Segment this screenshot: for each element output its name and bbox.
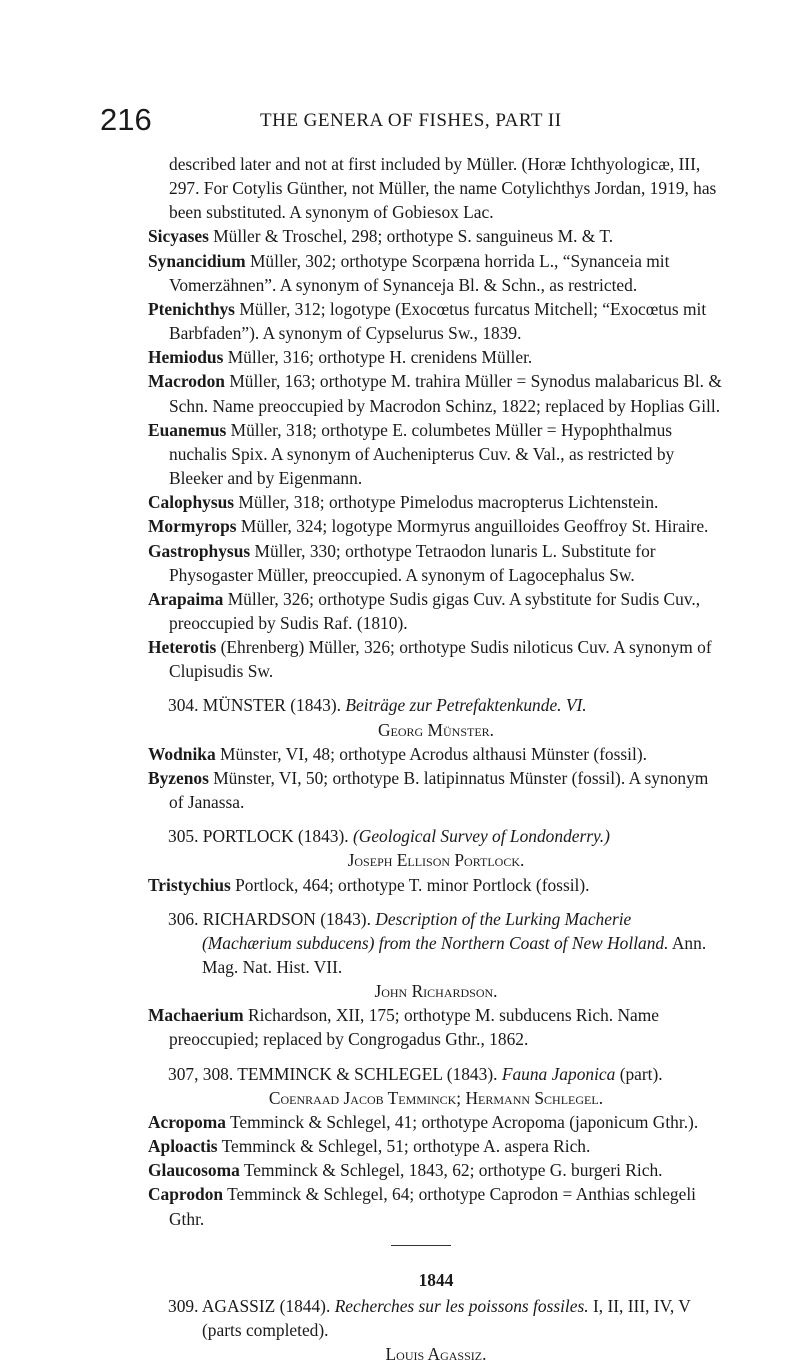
section-person: John Richardson. <box>374 981 498 1002</box>
section-author: TEMMINCK & SCHLEGEL (1843). <box>237 1063 498 1084</box>
genus-entry <box>148 1182 724 1230</box>
entry-text: Müller, 318; orthotype Pimelodus macropterus Lichtenstein. <box>234 492 659 513</box>
running-head: THE GENERA OF FISHES, PART II <box>260 110 562 131</box>
section-person: Coenraad Jacob Temminck; Hermann Schlegel. <box>268 1087 604 1108</box>
section-number: 306. <box>168 908 199 929</box>
section-divider <box>391 1245 451 1246</box>
page-body <box>148 152 724 1366</box>
entry-text: Müller, 316; orthotype H. crenidens Müller. <box>223 347 533 368</box>
genus-entry <box>148 1158 724 1182</box>
entry-text: Temminck & Schlegel, 1843, 62; orthotype G. burgeri Rich. <box>239 1160 663 1181</box>
entry-text: Müller, 302; orthotype Scorpæna horrida L., “Synanceia mit Vomerzähnen”. A synonym of Synanceja Bl. & Schn., as restricted. <box>169 250 670 295</box>
section-title-tail: Ann. Mag. Nat. Hist. VII. <box>202 932 707 977</box>
genus-name: Wodnika <box>148 743 216 764</box>
genus-name: Gastrophysus <box>148 540 251 561</box>
continuation-paragraph: described later and not at first included by Müller. (Horæ Ichthyologicæ, III, 297. For Cotylis Günther, not Müller, the name Cotylichthys Jordan, 1919, has been substituted. A synonym of Gobiesox Lac. <box>169 154 717 223</box>
genus-entry <box>148 369 724 417</box>
genus-entry <box>148 766 724 814</box>
genus-name: Glaucosoma <box>148 1160 240 1181</box>
genus-name: Hemiodus <box>148 347 224 368</box>
genus-entry <box>148 539 724 587</box>
entry-text: Müller, 318; orthotype E. columbetes Müller = Hypophthalmus nuchalis Spix. A synonym of Auchenipterus Cuv. & Val., as restricted by Bleeker and by Eigenmann. <box>169 419 675 489</box>
genus-name: Calophysus <box>148 492 235 513</box>
entry-text: Temminck & Schlegel, 64; orthotype Caprodon = Anthias schlegeli Gthr. <box>169 1184 696 1229</box>
page-number: 216 <box>100 102 152 137</box>
section-title: Recherches sur les poissons fossiles. <box>334 1295 589 1316</box>
entry-text: Temminck & Schlegel, 51; orthotype A. aspera Rich. <box>217 1136 591 1157</box>
entry-text: Müller & Troschel, 298; orthotype S. sanguineus M. & T. <box>208 226 614 247</box>
entry-text: Münster, VI, 50; orthotype B. latipinnatus Münster (fossil). A synonym of Janassa. <box>169 767 709 813</box>
section-heading <box>148 1294 724 1342</box>
genus-entry <box>148 1134 724 1158</box>
section-305 <box>148 824 724 896</box>
genus-name: Macrodon <box>148 371 225 392</box>
section-author: RICHARDSON (1843). <box>202 908 371 929</box>
section-person: Louis Agassiz. <box>385 1344 487 1365</box>
section-title: (Geological Survey of Londonderry.) <box>352 826 610 847</box>
genus-entry <box>148 587 724 635</box>
genus-entry <box>148 490 724 514</box>
genus-name: Acropoma <box>148 1111 226 1132</box>
section-heading <box>148 693 724 717</box>
genus-name: Machaerium <box>148 1005 244 1026</box>
genus-entry <box>148 297 724 345</box>
year-heading: 1844 <box>418 1269 454 1290</box>
genus-entry <box>148 1110 724 1134</box>
section-author: AGASSIZ (1844). <box>201 1295 331 1316</box>
genus-entry <box>148 873 724 897</box>
section-number: 305. <box>168 826 199 847</box>
genus-name: Byzenos <box>148 767 209 788</box>
genus-name: Arapaima <box>148 588 224 609</box>
genus-name: Aploactis <box>148 1136 218 1157</box>
genus-entry <box>148 742 724 766</box>
genus-entry <box>148 345 724 369</box>
section-heading <box>148 907 724 979</box>
section-heading <box>148 824 724 848</box>
genus-name: Sicyases <box>148 226 209 247</box>
entry-text: Münster, VI, 48; orthotype Acrodus althausi Münster (fossil). <box>215 743 647 764</box>
entry-text: Temminck & Schlegel, 41; orthotype Acropoma (japonicum Gthr.). <box>225 1111 699 1132</box>
genus-entry <box>148 635 724 683</box>
entries-group-muller <box>148 224 724 683</box>
genus-name: Synancidium <box>148 250 246 271</box>
section-person: Joseph Ellison Portlock. <box>347 850 525 871</box>
section-title-tail: I, II, III, IV, V (parts completed). <box>202 1295 691 1341</box>
entry-text: (Ehrenberg) Müller, 326; orthotype Sudis niloticus Cuv. A synonym of Clupisudis Sw. <box>169 637 712 682</box>
section-title: Description of the Lurking Macherie (Machærium subducens) from the Northern Coast of New Holland. <box>202 908 669 953</box>
section-title: Beiträge zur Petrefaktenkunde. VI. <box>345 695 587 716</box>
genus-entry <box>148 224 724 248</box>
entry-text: Müller, 326; orthotype Sudis gigas Cuv. A sybstitute for Sudis Cuv., preoccupied by Sudis Raf. (1810). <box>169 588 701 633</box>
entry-text: Müller, 163; orthotype M. trahira Müller = Synodus malabaricus Bl. & Schn. Name preoccupied by Macrodon Schinz, 1822; replaced by Hoplias Gill. <box>169 371 722 416</box>
genus-name: Caprodon <box>148 1184 224 1205</box>
genus-name: Heterotis <box>148 637 217 658</box>
section-304 <box>148 693 724 814</box>
genus-entry <box>148 514 724 538</box>
entry-text: Richardson, XII, 175; orthotype M. subducens Rich. Name preoccupied; replaced by Congrogadus Gthr., 1862. <box>169 1005 659 1050</box>
entry-text: Müller, 312; logotype (Exocœtus furcatus Mitchell; “Exocœtus mit Barbfaden”). A synonym of Cypselurus Sw., 1839. <box>169 298 707 344</box>
section-309 <box>148 1294 724 1366</box>
section-title-tail: (part). <box>619 1063 663 1084</box>
genus-entry <box>148 418 724 490</box>
genus-entry <box>148 1003 724 1051</box>
section-heading <box>148 1062 724 1086</box>
entry-text: Portlock, 464; orthotype T. minor Portlock (fossil). <box>230 874 590 895</box>
section-306 <box>148 907 724 1052</box>
section-number: 304. <box>168 695 199 716</box>
section-number: 307, 308. <box>168 1063 234 1084</box>
section-author: PORTLOCK (1843). <box>202 826 349 847</box>
section-author: MÜNSTER (1843). <box>202 695 341 716</box>
genus-name: Tristychius <box>148 874 231 895</box>
entry-text: Müller, 324; logotype Mormyrus anguilloides Geoffroy St. Hiraire. <box>236 516 709 537</box>
entry-text: Müller, 330; orthotype Tetraodon lunaris L. Substitute for Physogaster Müller, preoccupied. A synonym of Lagocephalus Sw. <box>169 540 656 585</box>
genus-entry <box>148 249 724 297</box>
genus-name: Ptenichthys <box>148 298 235 319</box>
section-title: Fauna Japonica <box>501 1063 616 1084</box>
genus-name: Euanemus <box>148 419 227 440</box>
section-person: Georg Münster. <box>377 719 495 740</box>
section-number: 309. <box>168 1295 199 1316</box>
genus-name: Mormyrops <box>148 516 237 537</box>
page-header <box>100 102 720 138</box>
section-307-308 <box>148 1062 724 1231</box>
